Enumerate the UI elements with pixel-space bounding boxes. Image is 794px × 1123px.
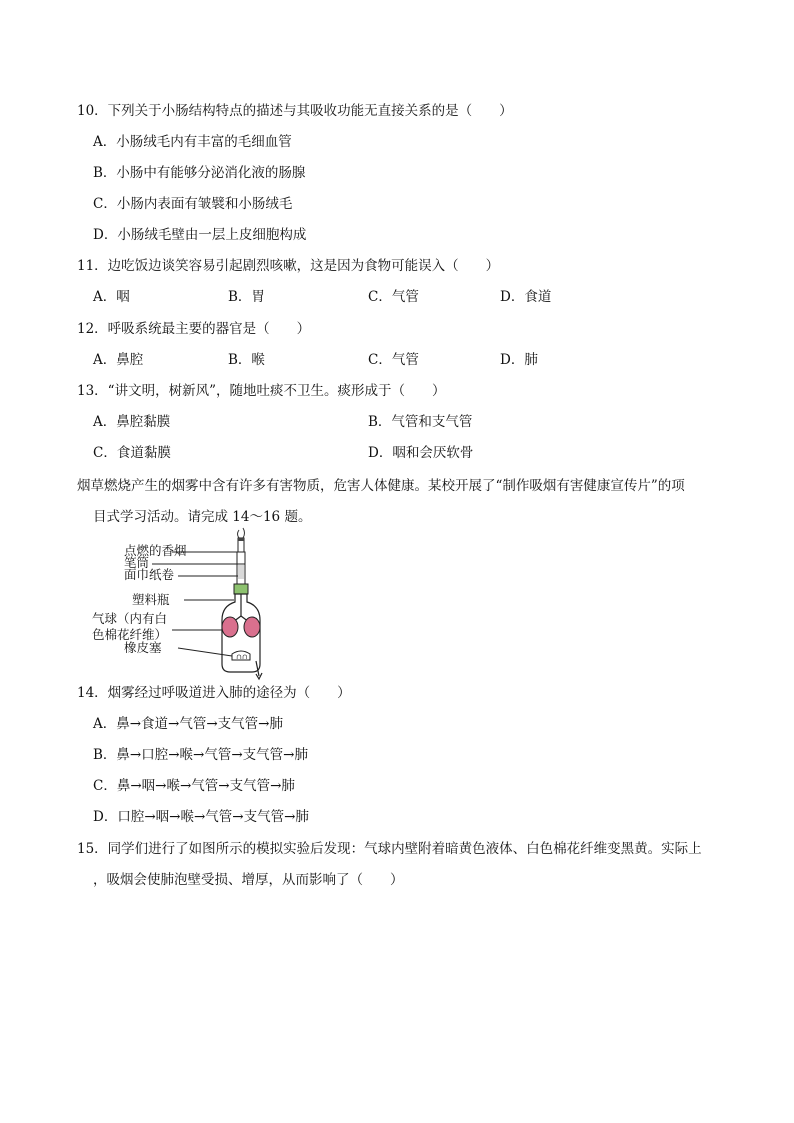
passage-line-2: 目式学习活动。请完成 14～16 题。 (93, 509, 312, 525)
question-13-stem: 13．“讲文明，树新风”，随地吐痰不卫生。痰形成于（ ） (77, 383, 446, 399)
question-12-option-b: B．喉 (228, 352, 265, 368)
question-14-option-b: B．鼻→口腔→喉→气管→支气管→肺 (93, 747, 308, 763)
question-13-option-a: A．鼻腔黏膜 (93, 414, 171, 430)
label-tissue-roll: 面巾纸卷 (124, 567, 175, 582)
question-10-option-d: D．小肠绒毛壁由一层上皮细胞构成 (93, 227, 307, 243)
label-plastic-bottle: 塑料瓶 (132, 592, 170, 607)
question-10-stem: 10．下列关于小肠结构特点的描述与其吸收功能无直接关系的是（ ） (77, 103, 513, 119)
experiment-figure (92, 528, 278, 680)
label-rubber-stopper: 橡皮塞 (124, 640, 162, 655)
question-12-option-c: C．气管 (368, 352, 419, 368)
question-11-option-b: B．胃 (228, 289, 265, 305)
left-balloon-shape (222, 617, 238, 637)
question-10-option-c: C．小肠内表面有皱襞和小肠绒毛 (93, 196, 293, 212)
question-15-stem-line-2: ，吸烟会使肺泡壁受损、增厚，从而影响了（ ） (93, 872, 404, 888)
question-11-stem: 11．边吃饭边谈笑容易引起剧烈咳嗽，这是因为食物可能误入（ ） (77, 258, 500, 274)
smoke-wisp (243, 528, 245, 538)
question-12-stem: 12．呼吸系统最主要的器官是（ ） (77, 321, 311, 337)
question-14-option-d: D．口腔→咽→喉→气管→支气管→肺 (93, 809, 309, 825)
question-11-option-d: D．食道 (500, 289, 552, 305)
question-14-option-a: A．鼻→食道→气管→支气管→肺 (93, 716, 283, 732)
label-lit-cigarette: 点燃的香烟 (124, 543, 187, 558)
question-10-option-b: B．小肠中有能够分泌消化液的肠腺 (93, 165, 306, 181)
cigarette-tip (238, 538, 244, 541)
label-balloon-line1: 气球（内有白 (92, 611, 168, 626)
question-10-option-a: A．小肠绒毛内有丰富的毛细血管 (93, 134, 292, 150)
question-13-option-c: C．食道黏膜 (93, 445, 171, 461)
smoking-apparatus-diagram (92, 528, 278, 680)
svg-text:∩∩: ∩∩ (236, 653, 248, 661)
question-13-option-d: D．咽和会厌软骨 (368, 445, 474, 461)
right-balloon-shape (244, 617, 260, 637)
passage-line-1: 烟草燃烧产生的烟雾中含有许多有害物质，危害人体健康。某校开展了“制作吸烟有害健康宣传片”的项 (77, 478, 685, 494)
label-pen-holder: 笔筒 (124, 555, 150, 570)
label-balloon-line2: 色棉花纤维） (92, 627, 168, 642)
tissue-roll-shape (238, 565, 244, 579)
question-15-stem-line-1: 15．同学们进行了如图所示的模拟实验后发现：气球内壁附着暗黄色液体、白色棉花纤维变黑黄。实际上 (77, 841, 702, 857)
question-14-stem: 14．烟雾经过呼吸道进入肺的途径为（ ） (77, 685, 351, 701)
question-12-option-d: D．肺 (500, 352, 538, 368)
smoke-wisp (238, 530, 240, 538)
question-11-option-c: C．气管 (368, 289, 419, 305)
bottle-cap-shape (234, 584, 248, 594)
question-11-option-a: A．咽 (93, 289, 130, 305)
question-12-option-a: A．鼻腔 (93, 352, 144, 368)
question-14-option-c: C．鼻→咽→喉→气管→支气管→肺 (93, 778, 295, 794)
question-13-option-b: B．气管和支气管 (368, 414, 473, 430)
